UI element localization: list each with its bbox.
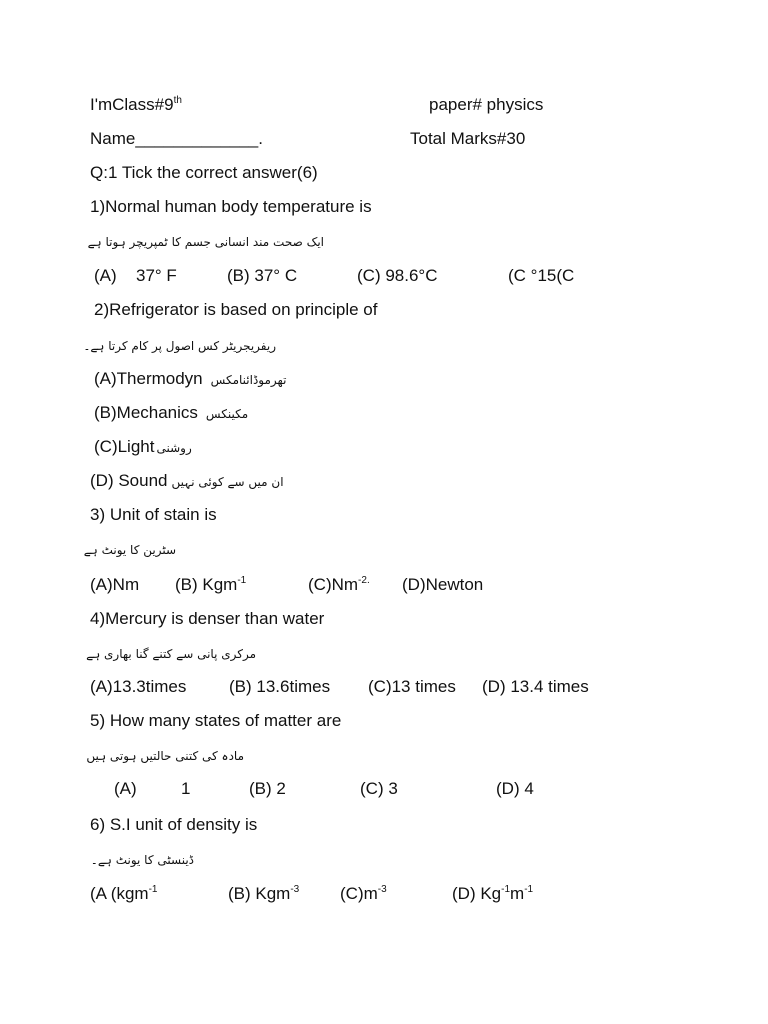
q4-option-c: (C)13 times: [368, 677, 456, 696]
question-6-urdu: ڈینسٹی کا یونٹ ہے۔: [90, 853, 194, 867]
question-5: 5) How many states of matter are: [90, 711, 342, 730]
q6-option-c: $(C)m^{-3}$: [340, 884, 387, 903]
q2-option-b: (B)Mechanics مکینکس: [94, 403, 249, 422]
question-2-urdu: ریفریجریٹر کس اصول پر کام کرتا ہے۔: [83, 339, 276, 353]
question-6: 6) S.I unit of density is: [90, 815, 258, 834]
q2-option-a: (A)Thermodyn تھرموڈائنامکس: [94, 369, 287, 388]
q1-option-b: (B) 37° C: [227, 266, 298, 285]
question-4-urdu: مرکری پانی سے کتنے گنا بھاری ہے: [86, 647, 256, 661]
class-label: I'mClass#9th: [90, 95, 182, 114]
q4-option-b: (B) 13.6times: [229, 677, 331, 696]
question-1: 1)Normal human body temperature is: [90, 197, 372, 216]
q6-option-b: (B) Kgm$^{-3}$: [228, 884, 300, 903]
total-marks: Total Marks#30: [410, 129, 526, 148]
q2-option-d: (D) Sound ان میں سے کوئی نہیں: [90, 471, 284, 490]
name-field: Name_____________.: [90, 129, 263, 148]
q2-option-c: (C)Light روشنی: [94, 437, 192, 456]
question-5-urdu: مادہ کی کتنی حالتیں ہوتی ہیں: [86, 749, 244, 763]
q1-option-c: (C) 98.6°C: [357, 266, 438, 285]
question-2: 2)Refrigerator is based on principle of: [94, 300, 378, 319]
q5-option-a-value: 1: [181, 779, 191, 798]
q5-option-d: (D) 4: [496, 779, 534, 798]
paper-title: paper# physics: [429, 95, 544, 114]
q6-option-a: (A (kgm$^{-1}$: [90, 884, 158, 903]
q1-option-d: (C °15(C: [508, 266, 575, 285]
q1-option-a: (A): [94, 266, 117, 285]
q5-option-a: (A): [114, 779, 137, 798]
q5-option-c: (C) 3: [360, 779, 398, 798]
q4-option-d: (D) 13.4 times: [482, 677, 589, 696]
section-heading: Q:1 Tick the correct answer(6): [90, 163, 318, 182]
q1-option-a-value: 37° F: [136, 266, 177, 285]
question-3-urdu: سٹرین کا یونٹ ہے: [83, 543, 176, 557]
q3-option-d: (D)Newton: [402, 575, 484, 594]
q3-option-b: (B) Kgm$^{-1}$: [175, 575, 247, 594]
q3-option-c: $(C)Nm^{-2.}$: [308, 575, 370, 594]
q6-option-d: (D) $Kg^{-1}m^{-1}$: [452, 884, 534, 903]
question-4: 4)Mercury is denser than water: [90, 609, 325, 628]
q4-option-a: (A)13.3times: [90, 677, 187, 696]
q5-option-b: (B) 2: [249, 779, 286, 798]
question-3: 3) Unit of stain is: [90, 505, 217, 524]
question-1-urdu: ایک صحت مند انسانی جسم کا ٹمپریچر ہوتا ہے: [87, 235, 324, 249]
q3-option-a: (A)Nm: [90, 575, 140, 594]
